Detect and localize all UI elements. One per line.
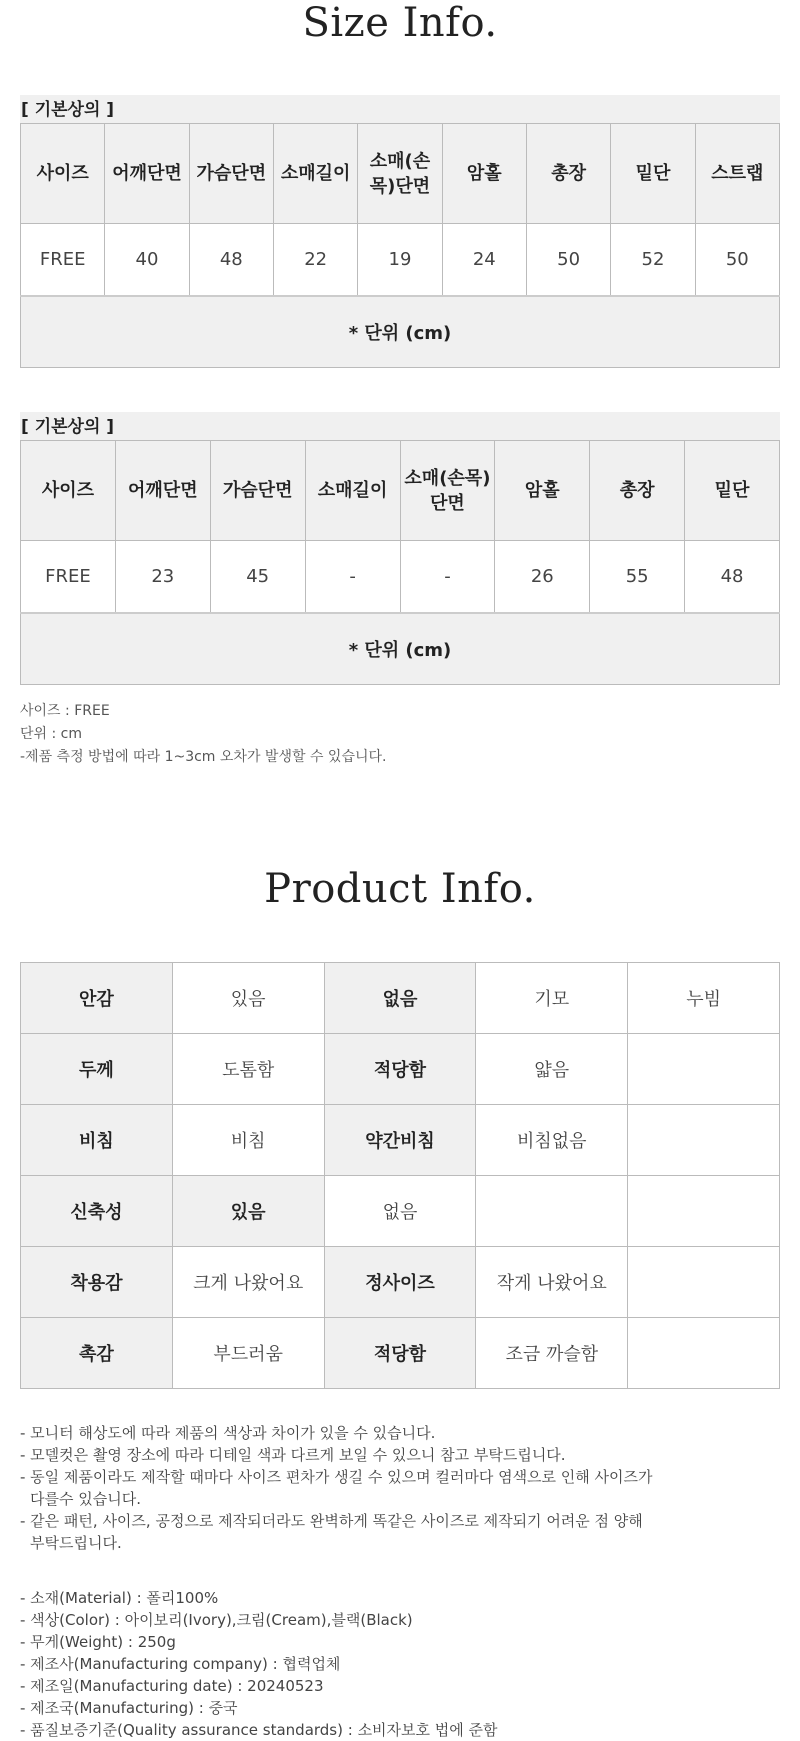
product-info-table [20, 962, 780, 1389]
size-header-cell [358, 124, 442, 224]
product-info-row [21, 1318, 780, 1389]
size-table-caption: [ 기본상의 ] [20, 95, 780, 123]
product-attribute-label: 안감 [21, 963, 173, 1034]
size-table-caption: [ 기본상의 ] [20, 412, 780, 440]
product-note-line: - 동일 제품이라도 제작할 때마다 사이즈 편차가 생길 수 있으며 컬러마다 염색으로 인해 사이즈가 [20, 1468, 653, 1486]
product-attribute-option [628, 1176, 780, 1247]
size-value-cell: FREE [21, 541, 116, 614]
size-header-text: 단면 [430, 492, 465, 514]
product-attribute-option: 있음 [172, 1176, 324, 1247]
size-header-text: 밑단 [714, 480, 750, 501]
size-header-cell [495, 441, 590, 541]
unit-note: * 단위 (cm) [21, 613, 780, 685]
size-header-text: 사이즈 [36, 163, 89, 184]
size-value-cell: 40 [105, 224, 189, 297]
product-attribute-option: 없음 [324, 963, 476, 1034]
product-attribute-option: 비침없음 [476, 1105, 628, 1176]
product-info-title: Product Info. [264, 866, 536, 912]
size-table-value-row [21, 224, 780, 297]
product-attribute-label: 신축성 [21, 1176, 173, 1247]
product-attribute-option: 도톰함 [172, 1034, 324, 1105]
size-table-block-2 [20, 412, 780, 685]
size-header-text: 소매길이 [280, 163, 351, 184]
product-attribute-option: 조금 까슬함 [476, 1318, 628, 1389]
size-header-text: 암홀 [466, 163, 502, 184]
product-attribute-label: 착용감 [21, 1247, 173, 1318]
product-attribute-option: 부드러움 [172, 1318, 324, 1389]
size-header-cell [590, 441, 685, 541]
spec-material: - 소재(Material) : 폴리100% [20, 1589, 219, 1607]
size-value-cell: FREE [21, 224, 105, 297]
product-note-line: - 같은 패턴, 사이즈, 공정으로 제작되더라도 완벽하게 똑같은 사이즈로 제작되기 어려운 점 양해 [20, 1512, 643, 1530]
size-header-cell [305, 441, 400, 541]
size-table-header-row [21, 124, 780, 224]
product-attribute-option: 얇음 [476, 1034, 628, 1105]
product-attribute-option: 기모 [476, 963, 628, 1034]
size-header-text: 암홀 [524, 480, 560, 501]
size-value-cell: - [400, 541, 495, 614]
spec-manufacturer: - 제조사(Manufacturing company) : 협력업체 [20, 1655, 341, 1673]
size-header-cell [400, 441, 495, 541]
size-header-cell [273, 124, 357, 224]
size-note-line: 사이즈 : FREE [20, 703, 110, 719]
size-value-cell: 50 [695, 224, 779, 297]
product-attribute-option [476, 1176, 628, 1247]
size-header-text: 총장 [551, 163, 587, 184]
size-header-text: 총장 [619, 480, 655, 501]
size-header-cell [685, 441, 780, 541]
size-table-value-row [21, 541, 780, 614]
product-attribute-label: 촉감 [21, 1318, 173, 1389]
product-attribute-label: 비침 [21, 1105, 173, 1176]
size-notes [20, 700, 386, 769]
product-notes [20, 1422, 780, 1554]
size-note-line: -제품 측정 방법에 따라 1~3cm 오차가 발생할 수 있습니다. [20, 749, 387, 765]
size-header-text: 스트랩 [711, 163, 764, 184]
unit-note: * 단위 (cm) [21, 296, 780, 368]
size-header-cell [526, 124, 610, 224]
size-value-cell: 26 [495, 541, 590, 614]
product-attribute-option: 적당함 [324, 1034, 476, 1105]
size-value-cell: 48 [189, 224, 273, 297]
spec-manufacturing-date: - 제조일(Manufacturing date) : 20240523 [20, 1677, 324, 1695]
product-attribute-option: 약간비침 [324, 1105, 476, 1176]
size-table-header-row [21, 441, 780, 541]
size-table-block-1 [20, 95, 780, 368]
size-table-1 [20, 123, 780, 368]
size-value-cell: 23 [115, 541, 210, 614]
product-attribute-option: 적당함 [324, 1318, 476, 1389]
size-header-cell [105, 124, 189, 224]
size-header-text: 사이즈 [41, 480, 95, 501]
product-note-line: 다를수 있습니다. [30, 1490, 141, 1508]
product-attribute-option [628, 1105, 780, 1176]
spec-country: - 제조국(Manufacturing) : 중국 [20, 1699, 238, 1717]
spec-quality-standard: - 품질보증기준(Quality assurance standards) : 소비자보호 법에 준함 [20, 1721, 498, 1739]
size-value-cell: 50 [526, 224, 610, 297]
size-table-2 [20, 440, 780, 685]
product-attribute-option [628, 1318, 780, 1389]
size-header-text: 목)단면 [369, 175, 431, 197]
size-header-cell [695, 124, 779, 224]
size-header-text: 소매(손 [369, 150, 431, 172]
size-note-line: 단위 : cm [20, 726, 83, 742]
product-info-row [21, 1105, 780, 1176]
product-info-row [21, 1034, 780, 1105]
product-attribute-option [628, 1034, 780, 1105]
size-value-cell: 19 [358, 224, 442, 297]
size-table-unit-row [21, 613, 780, 685]
product-note-line: - 모델컷은 촬영 장소에 따라 디테일 색과 다르게 보일 수 있으니 참고 부탁드립니다. [20, 1446, 566, 1464]
size-header-cell [611, 124, 695, 224]
product-attribute-option: 없음 [324, 1176, 476, 1247]
product-specs [20, 1587, 780, 1741]
product-info-row [21, 1176, 780, 1247]
size-value-cell: - [305, 541, 400, 614]
product-note-line: - 모니터 해상도에 따라 제품의 색상과 차이가 있을 수 있습니다. [20, 1424, 436, 1442]
size-header-text: 어깨단면 [112, 163, 182, 184]
size-header-cell [21, 441, 116, 541]
product-attribute-option: 누빔 [628, 963, 780, 1034]
product-info-row [21, 963, 780, 1034]
spec-weight: - 무게(Weight) : 250g [20, 1633, 176, 1651]
product-attribute-option: 크게 나왔어요 [172, 1247, 324, 1318]
size-header-cell [210, 441, 305, 541]
product-note-line: 부탁드립니다. [30, 1534, 122, 1552]
size-value-cell: 24 [442, 224, 526, 297]
size-header-cell [115, 441, 210, 541]
size-value-cell: 48 [685, 541, 780, 614]
size-value-cell: 22 [273, 224, 357, 297]
size-header-cell [189, 124, 273, 224]
size-header-text: 가슴단면 [196, 163, 267, 184]
product-attribute-option: 비침 [172, 1105, 324, 1176]
size-header-text: 소매길이 [317, 480, 388, 501]
size-header-text: 소매(손목) [404, 467, 491, 489]
spec-color: - 색상(Color) : 아이보리(Ivory),크림(Cream),블랙(Black) [20, 1611, 413, 1629]
size-value-cell: 45 [210, 541, 305, 614]
product-info-row [21, 1247, 780, 1318]
size-header-text: 가슴단면 [222, 480, 293, 501]
product-attribute-label: 두께 [21, 1034, 173, 1105]
size-value-cell: 52 [611, 224, 695, 297]
size-header-text: 어깨단면 [128, 480, 198, 501]
size-table-unit-row [21, 296, 780, 368]
product-attribute-option: 작게 나왔어요 [476, 1247, 628, 1318]
product-attribute-option [628, 1247, 780, 1318]
size-header-cell [442, 124, 526, 224]
size-info-title: Size Info. [302, 0, 498, 46]
size-header-cell [21, 124, 105, 224]
product-attribute-option: 정사이즈 [324, 1247, 476, 1318]
product-attribute-option: 있음 [172, 963, 324, 1034]
size-header-text: 밑단 [635, 163, 671, 184]
size-value-cell: 55 [590, 541, 685, 614]
